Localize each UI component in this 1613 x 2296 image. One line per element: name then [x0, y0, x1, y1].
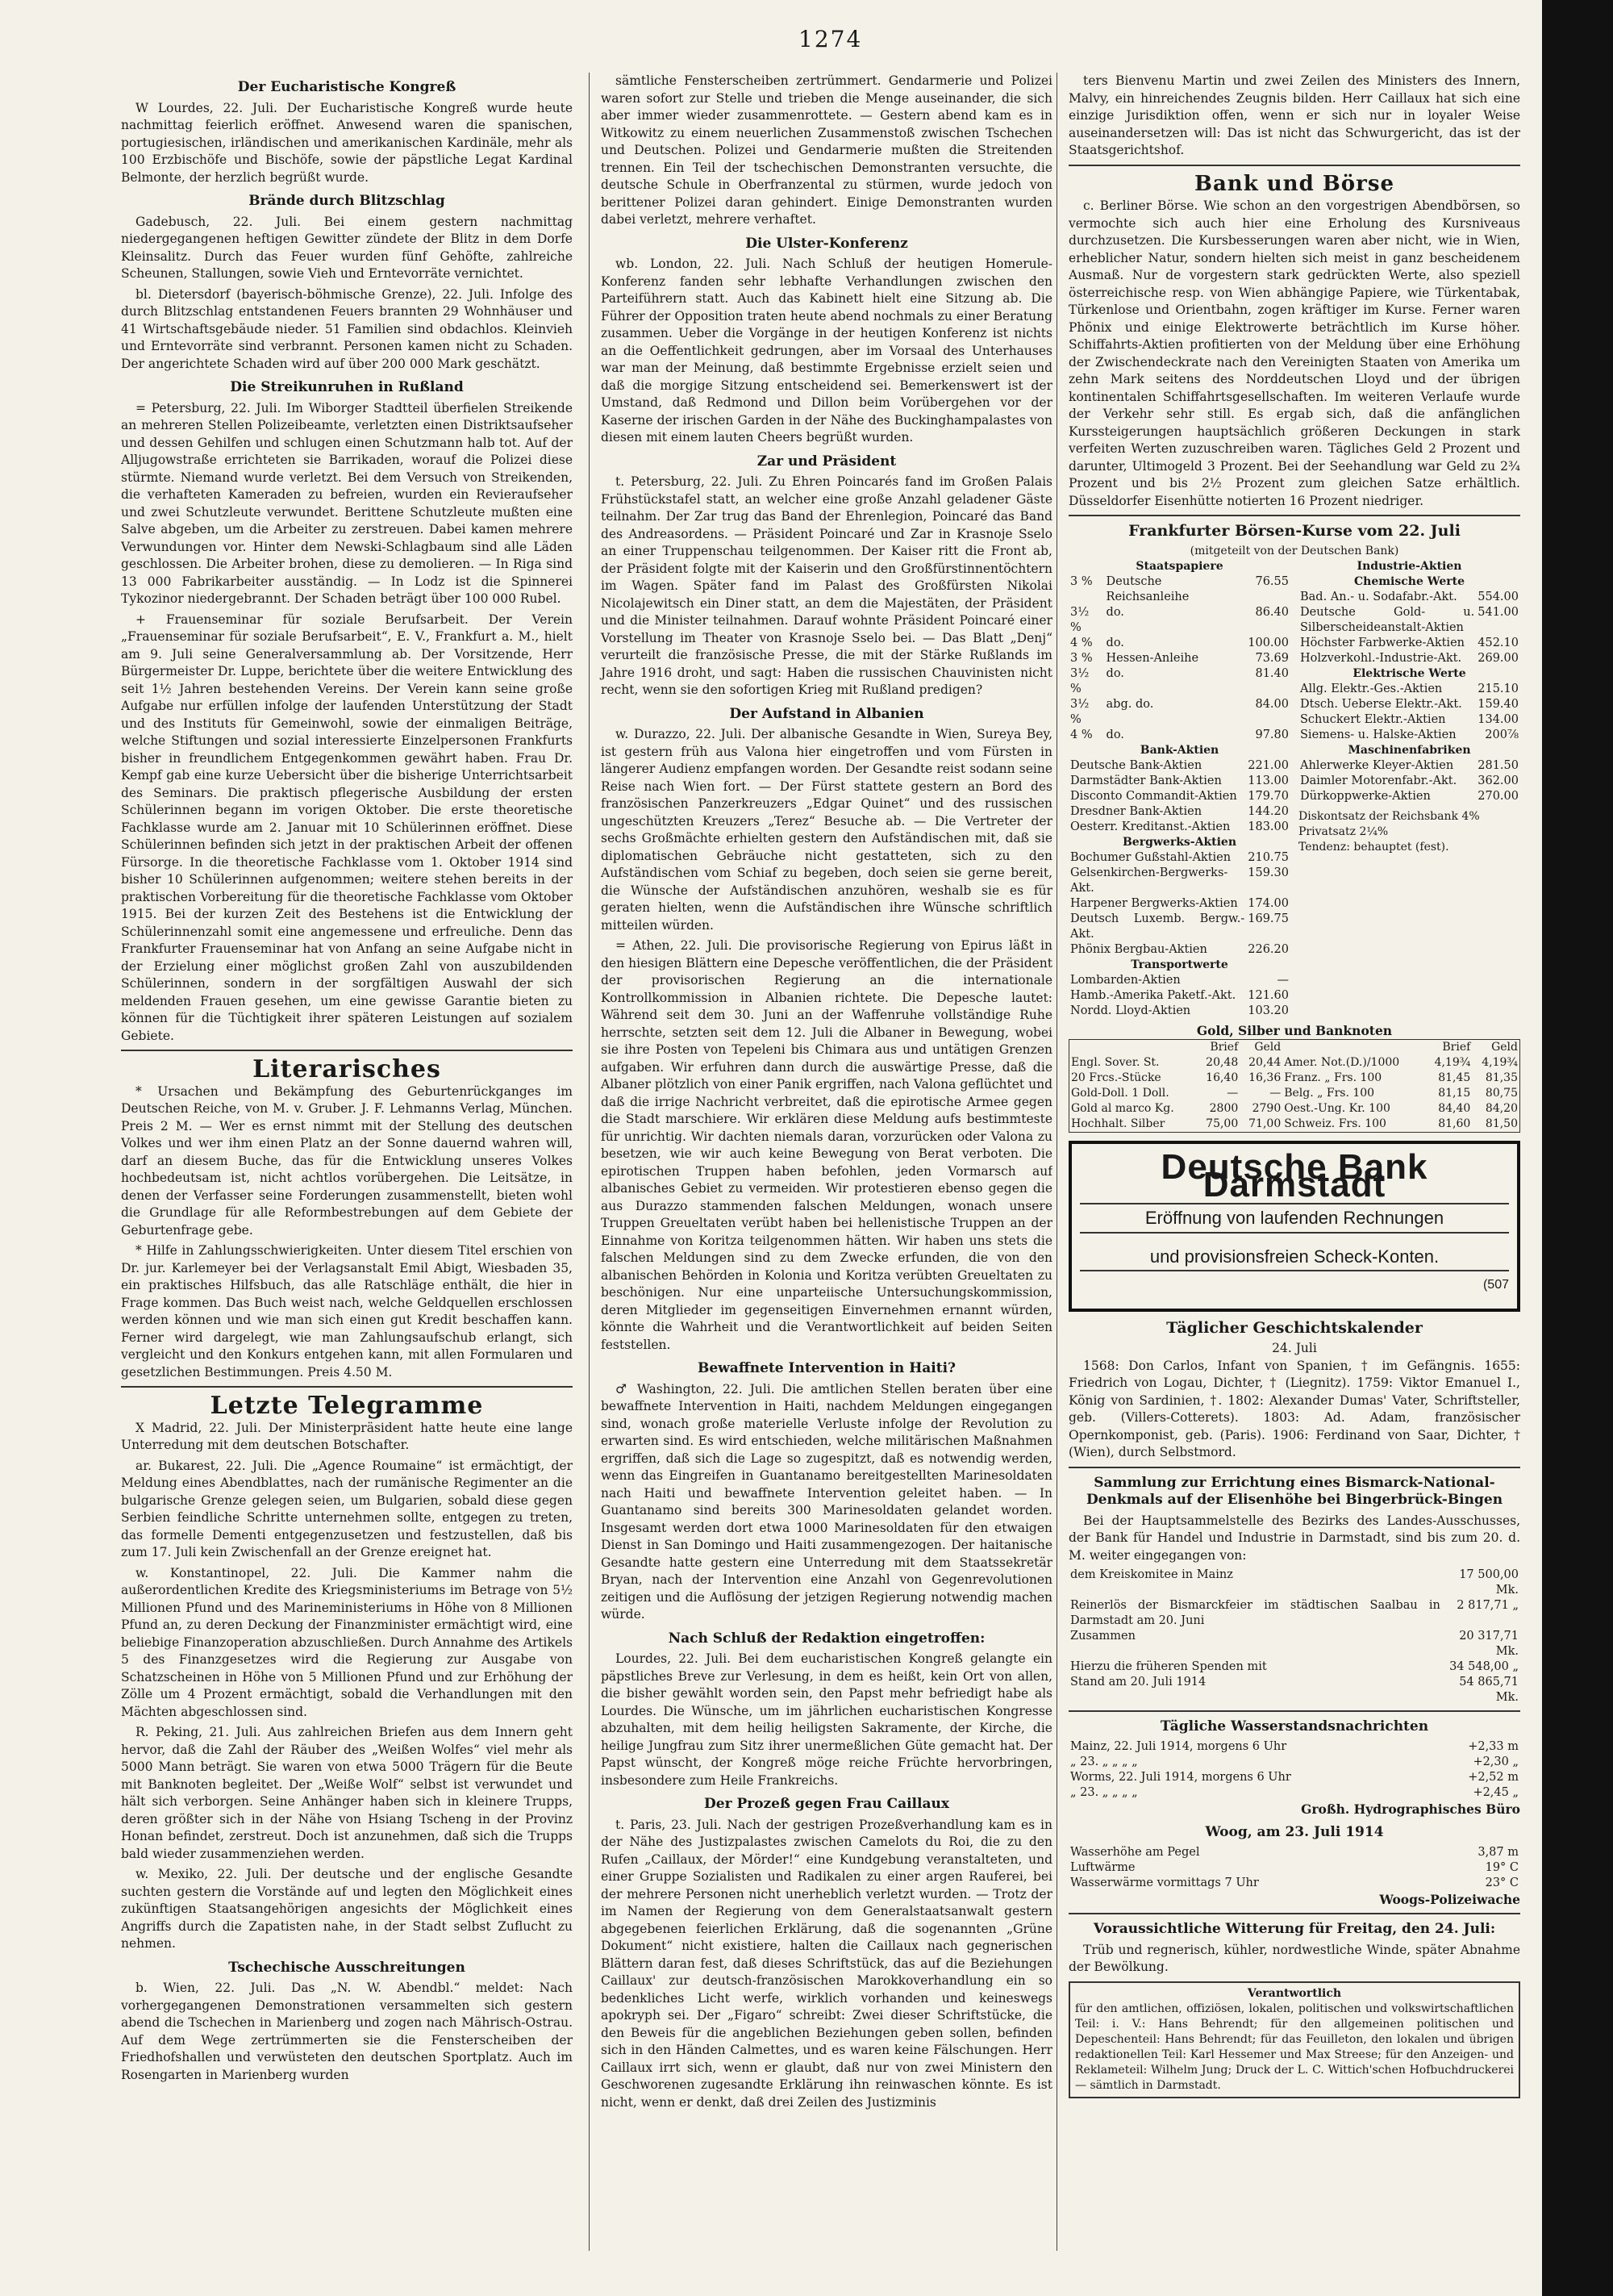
wasser-row-cell: „ 23. „ „ „ „ [1070, 1785, 1138, 1799]
berg-row-cell: 226.20 [1248, 942, 1289, 956]
berg-row-cell: 169.75 [1248, 912, 1289, 925]
wasser-row-cell: +2,30 „ [1473, 1755, 1519, 1768]
staats-row-cell: 81.40 [1255, 666, 1289, 680]
gold-row-cell: 81,45 [1438, 1071, 1471, 1084]
bank-row [1069, 804, 1290, 820]
gold-row-cell: 20,48 [1206, 1056, 1239, 1069]
chem-row [1298, 590, 1520, 605]
heading-late-news: Nach Schluß der Redaktion eingetroffen: [668, 1630, 986, 1647]
chem-row-cell: Höchster Farbwerke-Aktien [1300, 636, 1465, 649]
elek-row-cell: Siemens- u. Halske-Aktien [1300, 728, 1457, 741]
staats-row-cell: 76.55 [1255, 574, 1289, 588]
staats-row-cell: do. [1106, 666, 1124, 680]
column-2 [589, 73, 1052, 2251]
woog-signature: Woogs-Polizeiwache [1379, 1891, 1520, 1907]
tendenz: Tendenz: behauptet (fest). [1298, 840, 1449, 854]
article-kalender: 1568: Don Carlos, Infant von Spanien, † im Gefängnis. 1655: Friedrich von Logau, Dichter, † (Liegnitz). 1759: Viktor Emanuel I., König von Sardinien, †. 1802: Alexander Dumas' Vater, Schriftsteller, geb. (Villers-Cotterets). 1803: Ad. Adam, französischer Opernkomponist, geb. (Paris). 1906: Ferdinand von Saar, Dichter, † (Wien), durch Selbstmord. [1069, 1358, 1520, 1459]
transport-row-cell: Lombarden-Aktien [1070, 973, 1181, 987]
gold-row-cell: 20 Frcs.-Stücke [1071, 1071, 1161, 1084]
berg-row-cell: Bochumer Gußstahl-Aktien [1070, 850, 1232, 864]
staats-row [1069, 574, 1290, 605]
divider [1069, 165, 1520, 166]
woog-row-cell: Wasserhöhe am Pegel [1070, 1845, 1200, 1859]
elek-row-cell: Schuckert Elektr.-Aktien [1300, 712, 1446, 726]
chem-row-cell: Holzverkohl.-Industrie-Akt. [1300, 651, 1462, 665]
gold-row-cell: 80,75 [1485, 1087, 1518, 1100]
staats-row-cell: 3½ % [1070, 666, 1090, 695]
bank-row [1069, 758, 1290, 774]
article-seminar: + Frauenseminar für soziale Berufsarbeit. Der Verein „Frauenseminar für soziale Berufsarbeit“, E. V., Frankfurt a. M., hielt am 9. Juli seine Generalversammlung ab. Der Vorsitzende, Herr Bürgermeister Dr. Luppe, berichtete über die weitere Entwicklung des seit 1½ Jahren bestehenden Vereins. Der Verein kann seine große Aufgabe nur erfüllen infolge der laufenden Unterstützung der Stadt und des Instituts für Gemeinwohl, sowie der einmaligen Beiträge, welche Stiftungen und sozial interessierte Einzelpersonen Frankfurts bisher in freundlichem Entgegenkommen gewährt haben. Frau Dr. Kempf gab eine kurze Uebersicht über die bisherige Unterrichtsarbeit des Seminars. Die praktisch pflegerische Ausbildung der ersten Schülerinnen begann im vorigen Oktober. Die erste theoretische Fachklasse wurde am 2. Januar mit 10 Schülerinnen eröffnet. Diese Schülerinnen befinden sich jetzt in der praktischen Arbeit der offenen Fürsorge. In die theoretische Fachklasse vom 1. Oktober 1914 sind bisher 10 Schülerinnen aufgenommen; weitere stehen bereits in der praktischen Vorbereitung für die theoretische Fachklasse vom Oktober 1915. Bei der kurzen Zeit des Bestehens ist die Entwicklung der Schülerinnenzahl somit eine angemessene und erfreuliche. Denn das Frankfurter Frauenseminar hat von Anfang an seine Aufgabe nicht in der Erzielung einer möglichst großen Zahl von auszubildenden Schülerinnen, sondern in der sorgfältigen Auswahl der sich meldenden Frauen gesehen, um eine gewisse Garantie bieten zu können für die Tüchtigkeit ihrer späteren Leistungen auf sozialem Gebiete. [121, 612, 573, 1043]
transport-row [1069, 973, 1290, 988]
woog-row-cell: 3,87 m [1478, 1845, 1519, 1859]
woog-row-cell: 23° C [1485, 1876, 1519, 1889]
heading-bismarck: Sammlung zur Errichtung eines Bismarck-National-Denkmals auf der Elisenhöhe bei Bingerbrück-Bingen [1086, 1474, 1503, 1508]
elek-row [1298, 712, 1520, 728]
bank-row-cell: Deutsche Bank-Aktien [1070, 758, 1202, 772]
heading-wasserstand: Tägliche Wasserstandsnachrichten [1160, 1718, 1429, 1735]
wasser-row [1069, 1739, 1520, 1755]
staats-row [1069, 605, 1290, 636]
wasser-row-cell: +2,52 m [1468, 1770, 1519, 1784]
wasser-row [1069, 1785, 1520, 1801]
gold-row-cell: Amer. Not.(D.)/1000 [1284, 1056, 1400, 1069]
masch-row-cell: Dürkoppwerke-Aktien [1300, 789, 1431, 803]
article-bismarck: Bei der Hauptsammelstelle des Bezirks des Landes-Ausschusses, der Bank für Handel und Industrie in Darmstadt, sind bis zum 20. d. M. weiter eingegangen von: [1069, 1513, 1520, 1563]
heading-industrie: Industrie-Aktien [1357, 559, 1462, 573]
transport-row-cell: 121.60 [1248, 988, 1289, 1002]
woog-row [1069, 1876, 1520, 1891]
gold-row [1069, 1086, 1520, 1101]
berg-row [1069, 850, 1290, 866]
article-tsar: t. Petersburg, 22. Juli. Zu Ehren Poincarés fand im Großen Palais Frühstückstafel statt, an welcher eine große Anzahl geladener Gäste teilnahm. Der Zar trug das Band der Ehrenlegion, Poincaré das Band des Andreasordens. — Präsident Poincaré und Zar in Krasnoje Sselo an einer Truppenschau teilgenommen. Der Kaiser ritt die Front ab, der Präsident folgte mit der Kaiserin und den Großfürstinnentöchtern im Wagen. Später fand im Palast des Großfürsten Nikolai Nicolajewitsch ein Diner statt, an dem die Majestäten, der Präsident und die Minister teilnahmen. Darauf wohnte Präsident Poincaré einer Vorstellung im Theater von Krasnoje Sselo bei. — Das Blatt „Denj“ verurteilt die französische Presse, die mit der Stärke Rußlands im Jahre 1916 droht, und sagt: Haben die russischen Chauvinisten nicht recht, wenn sie den sofortigen Krieg mit Rußland predigen? [601, 474, 1052, 697]
staats-row [1069, 697, 1290, 728]
chem-row-cell: 541.00 [1478, 605, 1519, 619]
woog-row [1069, 1845, 1520, 1860]
gold-row-cell: 71,00 [1248, 1117, 1282, 1130]
chem-row-cell: 269.00 [1478, 651, 1519, 665]
bismarck-row [1069, 1629, 1520, 1659]
advert-title: Deutsche Bank Darmstadt [1161, 1147, 1428, 1204]
chem-row-cell: Deutsche Gold- u. Silberscheideanstalt-Aktien [1300, 605, 1475, 634]
elek-row-cell: 159.40 [1478, 697, 1519, 711]
heading-haiti: Bewaffnete Intervention in Haiti? [697, 1360, 956, 1376]
gold-row-cell: 81,60 [1438, 1117, 1471, 1130]
privatsatz: Privatsatz 2¼% [1298, 824, 1389, 838]
article-albania-2: = Athen, 22. Juli. Die provisorische Regierung von Epirus läßt in den hiesigen Blättern eine Depesche veröffentlichen, die der Präsident der provisorischen Regierung an die internationale Kontrollkommission in Albanien richtete. Die Depesche lautet: Während seit dem 30. Juni an der Waffenruhe vollständige Ruhe herrschte, setzten seit dem 12. Juli die Albaner in Bewegung, wobei sie ihre Posten von Tepeleni bis Chimara aus und untätigen Grenzen aufgaben. Wir erfuhren dann durch die auswärtige Presse, daß die Albaner plötzlich von einer Panik ergriffen, nach Valona geflüchtet und daß die irrige Nachricht verbreitet, daß die epirotische Armee gegen die Stadt marschiere. Wir erklären diese Meldung aufs bestimmteste für unrichtig. Wir dachten niemals daran, vorzurücken oder Valona zu besetzen, wie wir auch keine Bewegung von Berat verboten. Die epirotischen Truppen haben befohlen, jeden Vormarsch auf albanisches Gebiet zu vermeiden. Wir protestieren ebenso gegen die aus Durazzo stammenden falschen Meldungen, wonach unsere Truppen Greueltaten verübt haben bei hellenistische Truppen an der Einnahme von Koritza teilgenommen hätten. Wir haben uns stets die falschen Meldungen sind zu dem Zwecke erfunden, die von den albanischen Behörden in Kolonia und Koritza verübten Greueltaten zu beschönigen. Nur eine unparteiische Untersuchungskommission, deren Mitglieder im gegenseitigen Einvernehmen ernannt würden, könnte die Wahrheit und die Verantwortlichkeit auf beiden Seiten feststellen. [601, 938, 1052, 1352]
quotes-block [1069, 559, 1520, 1019]
gold-row [1069, 1117, 1520, 1133]
masch-row [1298, 758, 1520, 774]
bank-row-cell: Disconto Commandit-Aktien [1070, 789, 1237, 803]
staats-row-cell: 97.80 [1255, 728, 1289, 741]
masch-row [1298, 774, 1520, 789]
staats-row-cell: 4 % [1070, 636, 1093, 649]
heading-ulster: Die Ulster-Konferenz [745, 235, 908, 252]
gold-head-row-cell: Geld [1254, 1041, 1282, 1054]
gold-row-cell: — [1269, 1087, 1282, 1100]
table-wasserstand [1069, 1739, 1520, 1801]
heading-albania: Der Aufstand in Albanien [729, 705, 924, 722]
elek-row-cell: 200⅞ [1485, 728, 1519, 741]
table-gold [1069, 1039, 1520, 1133]
heading-kalender: Täglicher Geschichtskalender [1166, 1318, 1423, 1337]
staats-row-cell: do. [1106, 728, 1124, 741]
transport-row [1069, 988, 1290, 1004]
bank-row-cell: 221.00 [1248, 758, 1289, 772]
article-literary-2: * Hilfe in Zahlungsschwierigkeiten. Unter diesem Titel erschien von Dr. jur. Karlemeyer bei der Verlagsanstalt Emil Abigt, Wiesbaden 35, ein praktisches Hilfsbuch, das alle Ratschläge enthält, die hier in Frage kommen. Das Buch weist nach, welche Geldquellen erschlossen werden können und wie man sich einen gut Kredit beschaffen kann. Ferner wird dargelegt, wie man Zahlungsaufschub erlangt, sich vergleicht und den Konkurs entgehen kann, mit allen Formularen und gesetzlichen Bestimmungen. Preis 4.50 M. [121, 1243, 573, 1380]
bismarck-row-cell: dem Kreiskomitee in Mainz [1070, 1568, 1233, 1581]
gold-row-cell: 84,20 [1485, 1102, 1518, 1115]
gold-row [1069, 1055, 1520, 1071]
gold-row-cell: Schweiz. Frs. 100 [1284, 1117, 1386, 1130]
bismarck-row-cell: 17 500,00 Mk. [1459, 1568, 1519, 1597]
berg-row-cell: 210.75 [1248, 850, 1289, 864]
article-haiti: ♂ Washington, 22. Juli. Die amtlichen Stellen beraten über eine bewaffnete Intervention in Haiti, nachdem Meldungen eingegangen sind, wonach große materielle Verluste infolge der Revolution zu erwarten sind. Es wird entschieden, welche militärischen Maßnahmen ergriffen, daß sich die Lage so zugespitzt, daß es notwendig werden, wenn das Eingreifen in Guantanamo bereitgestellten Marinesoldaten nach Haiti und bewaffnete Intervention geleitet haben. — In Guantanamo sind bereits 300 Marinesoldaten gelandet worden. Insgesamt werden dort etwa 1000 Marinesoldaten für den etwaigen Dienst in San Domingo und Haiti zusammengezogen. Der haitanische Gesandte hatte gestern eine Unterredung mit dem Staatssekretär Bryan, nach der Intervention eine Anzahl von Gegenrevolutionen zeitigen und die Auflösung der jetzigen Regierung notwendig machen würde. [601, 1381, 1052, 1622]
berg-row [1069, 866, 1290, 896]
heading-strike: Die Streikunruhen in Rußland [230, 379, 464, 395]
gold-row [1069, 1101, 1520, 1117]
chem-row-cell: Bad. An.- u. Sodafabr.-Akt. [1300, 590, 1457, 603]
heading-tsar: Zar und Präsident [756, 453, 897, 470]
telegram-peking: R. Peking, 21. Juli. Aus zahlreichen Briefen aus dem Innern geht hervor, daß die Zahl der Räuber des „Weißen Wolfes“ viel mehr als 5000 Mann beträgt. Sie waren von etwa 5000 Trägern für die Beute mit Banknoten begleitet. Der „Weiße Wolf“ selbst ist verwundet und hält sich verborgen. Seine Anhänger haben sich in kleinere Trupps, deren größter sich in der Nähe von Hsiang Tscheng in der Provinz Honan befindet, zerstreut. Doch ist anzunehmen, daß sich die Trupps bald wieder zusammenziehen werden. [121, 1725, 573, 1861]
elek-row [1298, 682, 1520, 697]
bismarck-row-cell: 34 548,00 „ [1449, 1660, 1519, 1673]
gold-row-cell: — [1227, 1087, 1239, 1100]
article-czech: b. Wien, 22. Juli. Das „N. W. Abendbl.“ meldet: Nach vorhergegangenen Demonstrationen versammelten sich gestern abend die Tschechen in Marienberg und zogen nach Mährisch-Ostrau. Auf dem Wege zertrümmerten sie die Fensterscheiben der Friedhofshallen und verwüsteten den deutschen Sportplatz. Auch im Rosengarten in Marienberg wurden [121, 1981, 573, 2082]
divider [1069, 1467, 1520, 1468]
heading-chemische: Chemische Werte [1354, 574, 1465, 588]
staats-row-cell: 84.00 [1255, 697, 1289, 711]
bismarck-row [1069, 1659, 1520, 1675]
staats-row-cell: 73.69 [1255, 651, 1289, 665]
elek-row-cell: Dtsch. Ueberse Elektr.-Akt. [1300, 697, 1462, 711]
heading-verantwortlich: Verantwortlich [1247, 1986, 1342, 2000]
gold-head-row-cell [1282, 1040, 1425, 1056]
gold-row-cell: Gold al marco Kg. [1071, 1102, 1174, 1115]
gold-row [1069, 1071, 1520, 1086]
gold-row-cell: Franz. „ Frs. 100 [1284, 1071, 1382, 1084]
staats-row-cell: 3 % [1070, 651, 1093, 665]
masch-row [1298, 789, 1520, 804]
staats-row-cell: 3½ % [1070, 605, 1090, 634]
staats-row-cell: do. [1106, 605, 1124, 619]
telegram-mexiko: w. Mexiko, 22. Juli. Der deutsche und der englische Gesandte suchten gestern die Vorstände auf und legten den Möglichkeit eines zukünftigen Staatsangehörigen angesichts der Möglichkeit eines Angriffs durch die Zapatisten nahe, in der Stadt selbst Zuflucht zu nehmen. [121, 1867, 573, 1951]
advert-code: (507 [1482, 1278, 1509, 1292]
staats-row-cell: 3 % [1070, 574, 1093, 588]
berg-row-cell: Deutsch Luxemb. Bergw.-Akt. [1070, 912, 1245, 941]
wasser-row-cell: +2,45 „ [1473, 1785, 1519, 1799]
table-maschinen [1298, 758, 1520, 804]
bank-row-cell: 183.00 [1248, 820, 1289, 833]
masch-row-cell: Ahlerwerke Kleyer-Aktien [1300, 758, 1454, 772]
gold-row-cell: Gold-Doll. 1 Doll. [1071, 1087, 1169, 1100]
elek-row-cell: Allg. Elektr.-Ges.-Aktien [1300, 682, 1443, 695]
divider [121, 1386, 573, 1388]
heading-bergwerk: Bergwerks-Aktien [1122, 835, 1237, 849]
masch-row-cell: 281.50 [1478, 758, 1519, 772]
table-chemische [1298, 590, 1520, 666]
gold-head-row-cell: Geld [1491, 1041, 1518, 1054]
berg-row-cell: 159.30 [1248, 866, 1289, 879]
heading-caillaux: Der Prozeß gegen Frau Caillaux [704, 1796, 949, 1812]
divider [1069, 1710, 1520, 1712]
gold-row-cell: Engl. Sover. St. [1071, 1056, 1160, 1069]
chem-row [1298, 605, 1520, 636]
telegram-bukarest: ar. Bukarest, 22. Juli. Die „Agence Roumaine“ ist ermächtigt, der Meldung eines Abendblattes, nach der rumänische Regimenter an die bulgarische Grenze gelegen seien, um Bulgarien, sobald diese gegen Serbien feindliche Schritte unternehmen sollte, entgegen zu treten, das formelle Dementi entgegenzusetzen und festzustellen, daß bis zum 17. Juli kein Zwischenfall an der Grenze ereignet hat. [121, 1458, 573, 1559]
bank-row-cell: Dresdner Bank-Aktien [1070, 804, 1202, 818]
staats-row-cell: 100.00 [1248, 636, 1289, 649]
diskontsatz: Diskontsatz der Reichsbank 4% [1298, 809, 1480, 823]
article-literary-1: * Ursachen und Bekämpfung des Geburtenrückganges im Deutschen Reiche, von M. v. Gruber. J. F. Lehmanns Verlag, München. Preis 2 M. — Wer es ernst nimmt mit der Stellung des deutschen Volkes und wer ihm einen Platz an der Sonne dauernd wahren will, darf an diesem Buche, das für die Entwicklung unseres Volkes hochbedeutsam ist, nicht achtlos vorübergehen. Die Leitsätze, in denen der Verfasser seine Forderungen zusammenstellt, bieten wohl die Grundlage für alle Reformbestrebungen auf dem Gebiete der Geburtenfrage gebe. [121, 1083, 573, 1238]
gold-row-cell: 81,35 [1485, 1071, 1518, 1084]
subheading-frankfurt: (mitgeteilt von der Deutschen Bank) [1190, 544, 1399, 557]
transport-row-cell: 103.20 [1248, 1004, 1289, 1017]
staats-row-cell: 86.40 [1255, 605, 1289, 619]
staats-row-cell: abg. do. [1106, 697, 1154, 711]
heading-eucharist: Der Eucharistische Kongreß [237, 79, 456, 95]
divider [1069, 515, 1520, 516]
article-fire-1: Gadebusch, 22. Juli. Bei einem gestern nachmittag niedergegangenen heftigen Gewitter zündete der Blitz in dem Dorfe Kleinsalitz. Durch das Feuer wurden fünf Gehöfte, zahlreiche Scheunen, Stallungen, sowie Vieh und Erntevorräte vernichtet. [121, 214, 573, 281]
kalender-date: 24. Juli [1272, 1341, 1317, 1355]
bismarck-row-cell: 54 865,71 Mk. [1459, 1676, 1519, 1704]
masch-row-cell: Daimler Motorenfabr.-Akt. [1300, 774, 1457, 787]
advert-line-2: und provisionsfreien Scheck-Konten. [1080, 1243, 1509, 1272]
heading-fire: Brände durch Blitzschlag [248, 193, 445, 209]
bismarck-row-cell: 20 317,71 Mk. [1459, 1630, 1519, 1658]
chem-row [1298, 651, 1520, 666]
article-czech-continued: sämtliche Fensterscheiben zertrümmert. Gendarmerie und Polizei waren sofort zur Stelle und trieben die Menge auseinander, die sich aber immer wieder zusammenrottete. — Gestern abend kam es in Witkowitz zu einem neuerlichen Zusammenstoß zwischen Tschechen und Deutschen. Polizei und Gendarmerie mußten die Streitenden trennen. Ein Teil der tschechischen Demonstranten versuchte, die deutsche Schule in Oberfranzental zu stürmen, wurde jedoch von berittener Polizei daran gehindert. Einige Demonstranten wurden dabei verletzt, mehrere verhaftet. [601, 73, 1052, 227]
article-ulster: wb. London, 22. Juli. Nach Schluß der heutigen Homerule-Konferenz fanden sehr lebhafte Verhandlungen zwischen den Parteiführern statt. Auch das Kabinett hielt eine Sitzung ab. Die Führer der Opposition traten heute abend nochmals zu einer Beratung zusammen. Ueber die Vorgänge in der heutigen Konferenz ist nichts an die Oeffentlichkeit gedrungen, aber im Vorsaal des Unterhauses war man der Meinung, daß bestimmte Ergebnisse erzielt seien und daß die morgige Sitzung entscheidend sei. Bemerkenswert ist der Umstand, daß Redmond und Dillon beim Vorübergehen vor der Kaserne der irischen Garden in der Nähe des Buckinghampalastes von diesen mit einem lauten Cheers begrüßt wurden. [601, 257, 1052, 445]
bismarck-row [1069, 1598, 1520, 1629]
bank-row [1069, 774, 1290, 789]
article-eucharist: W Lourdes, 22. Juli. Der Eucharistische Kongreß wurde heute nachmittag feierlich eröffnet. Anwesend waren die spanischen, portugiesischen, irländischen und amerikanischen Kardinäle, mehr als 100 Erzbischöfe und Bischöfe, sowie der päpstliche Legat Kardinal Belmonte, der herzlich begrüßt wurde. [121, 100, 573, 185]
woog-row-cell: 19° C [1485, 1860, 1519, 1874]
transport-row-cell: — [1277, 973, 1289, 987]
bismarck-row-cell: 2 817,71 „ [1457, 1599, 1519, 1612]
advert-deutsche-bank [1069, 1141, 1520, 1312]
page-number: 1274 [798, 26, 863, 52]
heading-frankfurt: Frankfurter Börsen-Kurse vom 22. Juli [1128, 522, 1461, 540]
wasser-row-cell: Worms, 22. Juli 1914, morgens 6 Uhr [1070, 1770, 1291, 1784]
heading-bank: Bank und Börse [1194, 171, 1395, 196]
elek-row-cell: 134.00 [1478, 712, 1519, 726]
gold-row-cell: 4,19¾ [1434, 1056, 1471, 1069]
berg-row-cell: 174.00 [1248, 896, 1289, 910]
staats-row [1069, 728, 1290, 743]
bismarck-row-cell: Zusammen [1070, 1630, 1136, 1643]
telegram-konstantinopel: w. Konstantinopel, 22. Juli. Die Kammer nahm die außerordentlichen Kredite des Kriegsministeriums im Betrage von 5½ Millionen Pfund und des Marineministeriums in Höhe von 8 Millionen Pfund an, zu deren Deckung der Finanzminister ermächtigt wird, eine beliebige Finanzoperation abzuschließen. Durch Annahme des Artikels 5 des Finanzgesetzes wird die Regierung zur Ausgabe von Schatzscheinen in Höhe von 5 Millionen Pfund und zur Erhöhung der Zölle um 4 Prozent ermächtigt, sobald die Verhandlungen mit den Mächten abgeschlossen sind. [121, 1565, 573, 1719]
article-boerse: c. Berliner Börse. Wie schon an den vorgestrigen Abendbörsen, so vermochte sich auch hier eine Erholung des Kursniveaus durchzusetzen. Die Kursbesserungen waren aber nicht, wie in Wien, erheblicher Natur, sondern hielten sich meist in ganz bescheidenem Ausmaß. Nur de vorgestern stark gedrückten Werte, also speziell österreichische resp. von Wien abhängige Papiere, wie Türkentabak, Türkenlose und Orientbahn, zogen kräftiger im Kurse. Ferner waren Phönix und einige Elektrowerte beträchtlich im Kurse höher. Schiffahrts-Aktien profitierten von der Meldung über eine Erhöhung der Zwischendeckrate nach den Vereinigten Staaten von Amerika um zehn Mark seitens des Norddeutschen Lloyd und der übrigen kontinentalen Schiffahrtsgesellschaften. Im weiteren Verlaufe wurde der Verkehr sehr still. Es ergab sich, daß die anfänglichen Kurssteigerungen hauptsächlich größeren Deckungen in stark verfeiten Werten zuzuschreiben waren. Tägliches Geld 2 Prozent und darunter, Ultimogeld 3 Prozent. Bei der Seehandlung war Geld zu 2¾ Prozent und bis 2½ Prozent zum gleichen Satze erhältlich. Düsseldorfer Eisenhütte notierten 16 Prozent niedriger. [1069, 198, 1520, 508]
heading-transport: Transportwerte [1131, 958, 1228, 971]
staats-row [1069, 651, 1290, 666]
quotes-left [1069, 559, 1290, 1019]
imprint-box [1069, 1981, 1520, 2098]
table-bergwerk [1069, 850, 1290, 958]
heading-elektrische: Elektrische Werte [1353, 666, 1466, 680]
masch-row-cell: 270.00 [1478, 789, 1519, 803]
article-albania-1: w. Durazzo, 22. Juli. Der albanische Gesandte in Wien, Sureya Bey, ist gestern früh aus Valona hier eingetroffen und vom Fürsten in längerer Audienz empfangen worden. Der Gesandte reist sodann seine Reise nach Wien fort. — Der Fürst stattete gestern an Bord des französischen Panzerkreuzers „Edgar Quinet“ und des russischen ungeschützten Kreuzers „Terez“ Besuche ab. — Die Vertreter der sechs Großmächte erhielten gestern den Aufständischen mit, daß sie diplomatischen Gebräuche nicht gestatteten, sich zu den Aufständischen vom Schiaf zu begeben, doch seien sie gerne bereit, die Wünsche der Aufständischen anzuhören, weshalb sie es für geraten hielten, wenn die Aufständischen ihre Wünsche schriftlich mitteilen würden. [601, 727, 1052, 933]
bismarck-row-cell: Reinerlös der Bismarckfeier im städtischen Saalbau in Darmstadt am 20. Juni [1070, 1599, 1440, 1627]
bank-row-cell: 144.20 [1248, 804, 1289, 818]
bank-row-cell: 113.00 [1248, 774, 1289, 787]
heading-bankaktien: Bank-Aktien [1140, 743, 1219, 757]
table-staatspapiere [1069, 574, 1290, 743]
divider [121, 1050, 573, 1051]
berg-row [1069, 896, 1290, 912]
gold-row-cell: 81,15 [1438, 1087, 1471, 1100]
gold-row-cell: 84,40 [1438, 1102, 1471, 1115]
bank-row-cell: Darmstädter Bank-Aktien [1070, 774, 1222, 787]
wasser-row-cell: „ 23. „ „ „ „ [1070, 1755, 1138, 1768]
wasser-row [1069, 1770, 1520, 1785]
advert-line-1: Eröffnung von laufenden Rechnungen [1080, 1203, 1509, 1234]
column-3 [1057, 73, 1520, 2251]
table-transport [1069, 973, 1290, 1019]
berg-row [1069, 942, 1290, 958]
wasser-row-cell: Mainz, 22. Juli 1914, morgens 6 Uhr [1070, 1739, 1287, 1753]
elek-row-cell: 215.10 [1478, 682, 1519, 695]
table-woog [1069, 1845, 1520, 1891]
staats-row-cell: 4 % [1070, 728, 1093, 741]
elek-row [1298, 728, 1520, 743]
newspaper-page [48, 26, 1520, 2251]
gold-head-row [1069, 1040, 1520, 1056]
transport-row-cell: Hamb.-Amerika Paketf.-Akt. [1070, 988, 1236, 1002]
bismarck-row [1069, 1675, 1520, 1705]
staats-row-cell: Hessen-Anleihe [1106, 651, 1199, 665]
transport-row [1069, 1004, 1290, 1019]
heading-maschinen: Maschinenfabriken [1348, 743, 1471, 757]
gold-row-cell: 20,44 [1248, 1056, 1282, 1069]
divider [1069, 1913, 1520, 1914]
heading-czech: Tschechische Ausschreitungen [228, 1959, 465, 1976]
table-bismarck [1069, 1568, 1520, 1705]
gold-row-cell: 2800 [1209, 1102, 1239, 1115]
wasser-signature: Großh. Hydrographisches Büro [1301, 1801, 1520, 1817]
gold-row-cell: Oest.-Ung. Kr. 100 [1284, 1102, 1390, 1115]
table-bankaktien [1069, 758, 1290, 835]
gold-row-cell: Hochhalt. Silber [1071, 1117, 1165, 1130]
gold-head-row-cell [1069, 1040, 1198, 1056]
table-elektrische [1298, 682, 1520, 743]
article-caillaux-continued: ters Bienvenu Martin und zwei Zeilen des Ministers des Innern, Malvy, ein hinreichendes Zeugnis bilden. Herr Caillaux hat sich eine einzige Jurisdiktion offen, wenn er sich nur in loyaler Weise auseinandersetzen will: Das ist nicht das Schwurgericht, das ist der Staatsgerichtshof. [1069, 73, 1520, 157]
gold-row-cell: 16,36 [1248, 1071, 1282, 1084]
bank-row [1069, 789, 1290, 804]
wasser-row-cell: +2,33 m [1468, 1739, 1519, 1753]
gold-row-cell: 4,19¾ [1482, 1056, 1518, 1069]
column-1 [121, 73, 573, 2251]
article-caillaux: t. Paris, 23. Juli. Nach der gestrigen Prozeßverhandlung kam es in der Nähe des Justizpalastes zwischen Camelots du Roi, die zu den Rufen „Caillaux, der Mörder!“ eine Kundgebung veranstalteten, und einer Gruppe Sozialisten und Radikalen zu einer argen Rauferei, bei der mehrere Personen nicht unerheblich verletzt wurden. — Trotz der im Namen der Regierung von dem Generalstaatsanwalt gestern abgegebenen feierlichen Erklärung, daß die sogenannten „Grüne Dokument“ nicht existiere, halten die Caillaux nach gegnerischen Blättern daran fest, daß dieses Schriftstück, das auf die Beziehungen Caillaux' zur deutsch-französischen Marokkoverhandlung ein so bedenkliches Licht werfe, wirklich vorhanden und keineswegs apokryph sei. Der „Figaro“ schreibt: Zwei dieser Schriftstücke, die den Beweis für die angeblichen Beziehungen geben sollen, befinden sich in den Händen Calmettes, und es waren keine Fälschungen. Herr Caillaux irrt sich, wenn er glaubt, daß nur von zwei Ministern den Geschworenen zugesandte Erklärung ihn reinwaschen könnte. Es ist nicht, wenn er denkt, daß drei Zeilen des Justizminis [601, 1817, 1052, 2110]
masch-row-cell: 362.00 [1478, 774, 1519, 787]
chem-row-cell: 554.00 [1478, 590, 1519, 603]
gold-row-cell: 2790 [1252, 1102, 1282, 1115]
woog-row-cell: Luftwärme [1070, 1860, 1136, 1874]
transport-row-cell: Nordd. Lloyd-Aktien [1070, 1004, 1191, 1017]
heading-staatspapiere: Staatspapiere [1136, 559, 1223, 573]
woog-row [1069, 1860, 1520, 1876]
staats-row [1069, 636, 1290, 651]
bismarck-row-cell: Stand am 20. Juli 1914 [1070, 1676, 1207, 1689]
imprint-text: für den amtlichen, offiziösen, lokalen, politischen und volkswirtschaftlichen Teil: i. V.: Hans Behrendt; für den allgemeinen politischen und Depeschenteil: Hans Behrendt; für das Feuilleton, den lokalen und übrigen redaktionellen Teil: Karl Hessemer und Max Streese; für den Anzeigen- und Reklameteil: Wilhelm Jung; Druck der L. C. Wittich'schen Hofbuchdruckerei — sämtlich in Darmstadt. [1075, 2002, 1514, 2092]
article-strike: = Petersburg, 22. Juli. Im Wiborger Stadtteil überfielen Streikende an mehreren Stellen Polizeibeamte, verletzten einen Distriktsaufseher und dessen Gehilfen und schlugen einen Schutzmann halb tot. Auf der Alljugowstraße errichteten sie Barrikaden, worauf die Polizei diese stürmte. Niemand wurde verletzt. Bei dem Versuch von Streikenden, die verhafteten Kameraden zu befreien, wurden ein Revieraufseher und zwei Schutzleute verwundet. Berittene Schutzleute mußten eine Salve abgeben, um die Arbeiter zu zerstreuen. Dabei kamen mehrere Verwundungen vor. Hinter dem Newski-Schlagbaum sind alle Läden geschlossen. Die Arbeiter brohen, diese zu demolieren. — In Riga sind 13 000 Fabrikarbeiter ausständig. — In Lodz ist die Spinnerei Tykozinor niedergebrannt. Der Schaden beträgt über 100 000 Rubel. [121, 400, 573, 606]
berg-row-cell: Phönix Bergbau-Aktien [1070, 942, 1207, 956]
woog-row-cell: Wasserwärme vormittags 7 Uhr [1070, 1876, 1259, 1889]
gold-row-cell: Belg. „ Frs. 100 [1284, 1087, 1375, 1100]
heading-wetter: Voraussichtliche Witterung für Freitag, den 24. Juli: [1093, 1921, 1496, 1937]
berg-row [1069, 912, 1290, 942]
gold-head-row-cell: Brief [1210, 1041, 1239, 1054]
elek-row [1298, 697, 1520, 712]
bismarck-row-cell: Hierzu die früheren Spenden mit [1070, 1660, 1267, 1673]
page-dark-edge [1542, 0, 1613, 2296]
chem-row [1298, 636, 1520, 651]
heading-telegrams: Letzte Telegramme [210, 1392, 484, 1420]
chem-row-cell: 452.10 [1478, 636, 1519, 649]
staats-row-cell: do. [1106, 636, 1124, 649]
berg-row-cell: Harpener Bergwerks-Aktien [1070, 896, 1238, 910]
gold-row-cell: 81,50 [1485, 1117, 1518, 1130]
staats-row-cell: Deutsche Reichsanleihe [1106, 574, 1190, 603]
article-lourdes-late: Lourdes, 22. Juli. Bei dem eucharistischen Kongreß gelangte ein päpstliches Breve zur Verlesung, in dem es heißt, kein Ort von allen, die bisher gewählt worden sein, den Papst mehr befriedigt habe als Lourdes. Die Wünsche, um im jährlichen eucharistischen Kongresse abzuhalten, mit dem heilig heiligsten Sakramente, der Kirche, die heilige Jungfrau zum Sitz ihrer unermeßlichen Güte gemacht hat. Der Papst wünscht, der Kongreß möge reiche Früchte hervorbringen, insbesondere zum Heile Frankreichs. [601, 1651, 1052, 1788]
gold-row-cell: 16,40 [1206, 1071, 1239, 1084]
heading-literary: Literarisches [252, 1055, 441, 1083]
telegram-madrid: X Madrid, 22. Juli. Der Ministerpräsident hatte heute eine lange Unterredung mit dem deutschen Botschafter. [121, 1420, 573, 1452]
quotes-right [1298, 559, 1520, 1019]
heading-gold: Gold, Silber und Banknoten [1196, 1022, 1393, 1038]
bank-row-cell: 179.70 [1248, 789, 1289, 803]
bismarck-row [1069, 1568, 1520, 1598]
bank-row [1069, 820, 1290, 835]
bank-row-cell: Oesterr. Kreditanst.-Aktien [1070, 820, 1231, 833]
gold-row-cell: 75,00 [1206, 1117, 1239, 1130]
heading-woog: Woog, am 23. Juli 1914 [1205, 1824, 1384, 1840]
berg-row-cell: Gelsenkirchen-Bergwerks-Akt. [1070, 866, 1228, 895]
gold-head-row-cell: Brief [1442, 1041, 1471, 1054]
staats-row [1069, 666, 1290, 697]
article-wetter: Trüb und regnerisch, kühler, nordwestliche Winde, später Abnahme der Bewölkung. [1069, 1942, 1520, 1974]
article-fire-2: bl. Dietersdorf (bayerisch-böhmische Grenze), 22. Juli. Infolge des durch Blitzschlag entstandenen Feuers brannten 29 Wohnhäuser und 41 Wirtschaftsgebäude nieder. 51 Familien sind obdachlos. Kleinvieh und Erntevorräte sind verbrannt. Personen kamen nicht zu Schaden. Der angerichtete Schaden wird auf über 200 000 Mark geschätzt. [121, 286, 573, 371]
wasser-row [1069, 1755, 1520, 1770]
staats-row-cell: 3½ % [1070, 697, 1090, 726]
